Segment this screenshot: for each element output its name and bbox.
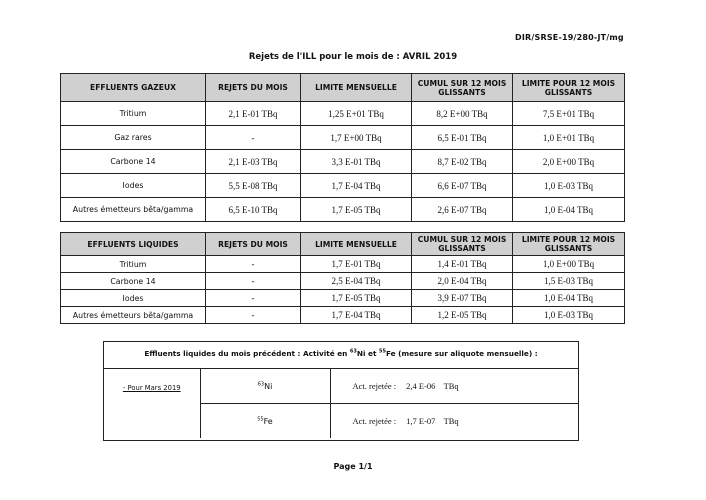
- table-row: [61, 273, 625, 290]
- effluent-label: Tritium: [61, 102, 206, 126]
- page-number: Page 1/1: [333, 462, 373, 471]
- fe-isotope: [200, 404, 330, 439]
- liquid-effluents-table: [60, 232, 625, 324]
- rolling-12-month-limit: 1,5 E-03 TBq: [513, 273, 625, 290]
- monthly-release: -: [206, 256, 301, 273]
- effluent-label: Carbone 14: [61, 273, 206, 290]
- rolling-12-month-limit: 7,5 E+01 TBq: [513, 102, 625, 126]
- monthly-limit: 1,7 E-01 TBq: [301, 256, 412, 273]
- rolling-12-month-total: 3,9 E-07 TBq: [412, 290, 513, 307]
- monthly-release: -: [206, 290, 301, 307]
- column-header: CUMUL SUR 12 MOIS GLISSANTS: [412, 233, 513, 256]
- rolling-12-month-total: 2,0 E-04 TBq: [412, 273, 513, 290]
- table-row: [61, 174, 625, 198]
- ni-symbol: Ni: [264, 381, 273, 391]
- effluent-label: Gaz rares: [61, 126, 206, 150]
- monthly-release: 2,1 E-03 TBq: [206, 150, 301, 174]
- table-row: [104, 369, 578, 404]
- column-header: EFFLUENTS LIQUIDES: [61, 233, 206, 256]
- table-row: [61, 150, 625, 174]
- effluent-label: Autres émetteurs bêta/gamma: [61, 307, 206, 324]
- period-label: [104, 369, 200, 439]
- ni-mass-number: 63: [257, 380, 265, 387]
- table-row: [61, 198, 625, 222]
- table-row: [61, 290, 625, 307]
- title-conjunction: et: [365, 349, 379, 358]
- activity-label: Act. rejetée :: [352, 416, 397, 426]
- rolling-12-month-total: 6,5 E-01 TBq: [412, 126, 513, 150]
- monthly-release: -: [206, 126, 301, 150]
- column-header: REJETS DU MOIS: [206, 233, 301, 256]
- fe-mass-number: 55: [379, 348, 386, 355]
- previous-month-box: [103, 341, 579, 441]
- monthly-limit: 1,7 E+00 TBq: [301, 126, 412, 150]
- rolling-12-month-limit: 1,0 E+01 TBq: [513, 126, 625, 150]
- rolling-12-month-limit: 1,0 E-03 TBq: [513, 307, 625, 324]
- monthly-release: -: [206, 273, 301, 290]
- monthly-release: 5,5 E-08 TBq: [206, 174, 301, 198]
- column-header: REJETS DU MOIS: [206, 74, 301, 102]
- rolling-12-month-total: 8,2 E+00 TBq: [412, 102, 513, 126]
- ni-mass-number: 63: [349, 348, 357, 355]
- activity-unit: TBq: [443, 416, 459, 426]
- monthly-release: 2,1 E-01 TBq: [206, 102, 301, 126]
- monthly-limit: 3,3 E-01 TBq: [301, 150, 412, 174]
- document-reference: DIR/SRSE-19/280-JT/mg: [515, 33, 624, 42]
- table-row: [61, 126, 625, 150]
- rolling-12-month-limit: 2,0 E+00 TBq: [513, 150, 625, 174]
- effluent-label: Iodes: [61, 174, 206, 198]
- column-header: LIMITE POUR 12 MOIS GLISSANTS: [513, 233, 625, 256]
- monthly-limit: 2,5 E-04 TBq: [301, 273, 412, 290]
- fe-activity-value: 1,7 E-07: [406, 416, 436, 426]
- monthly-limit: 1,7 E-04 TBq: [301, 174, 412, 198]
- monthly-limit: 1,7 E-05 TBq: [301, 198, 412, 222]
- column-header: LIMITE MENSUELLE: [301, 233, 412, 256]
- rolling-12-month-total: 8,7 E-02 TBq: [412, 150, 513, 174]
- ni-activity: [330, 369, 578, 404]
- activity-label: Act. rejetée :: [352, 381, 397, 391]
- activity-unit: TBq: [443, 381, 459, 391]
- fe-mass-number: 55: [257, 415, 264, 422]
- column-header: LIMITE MENSUELLE: [301, 74, 412, 102]
- fe-symbol: Fe: [263, 416, 273, 426]
- rolling-12-month-total: 1,4 E-01 TBq: [412, 256, 513, 273]
- column-header: EFFLUENTS GAZEUX: [61, 74, 206, 102]
- ni-activity-value: 2,4 E-06: [406, 381, 436, 391]
- gaseous-effluents-table: [60, 73, 625, 222]
- ni-isotope: [200, 369, 330, 404]
- title-suffix: (mesure sur aliquote mensuelle) :: [395, 349, 538, 358]
- rolling-12-month-limit: 1,0 E-04 TBq: [513, 290, 625, 307]
- previous-month-table: [104, 368, 578, 438]
- rolling-12-month-total: 2,6 E-07 TBq: [412, 198, 513, 222]
- previous-month-title: [104, 349, 578, 358]
- effluent-label: Tritium: [61, 256, 206, 273]
- monthly-release: 6,5 E-10 TBq: [206, 198, 301, 222]
- monthly-limit: 1,25 E+01 TBq: [301, 102, 412, 126]
- monthly-limit: 1,7 E-05 TBq: [301, 290, 412, 307]
- rolling-12-month-total: 1,2 E-05 TBq: [412, 307, 513, 324]
- fe-activity: [330, 404, 578, 439]
- period-text: - Pour Mars 2019: [122, 383, 181, 392]
- column-header: LIMITE POUR 12 MOIS GLISSANTS: [513, 74, 625, 102]
- rolling-12-month-limit: 1,0 E+00 TBq: [513, 256, 625, 273]
- monthly-limit: 1,7 E-04 TBq: [301, 307, 412, 324]
- effluent-label: Iodes: [61, 290, 206, 307]
- table-header-row: [61, 233, 625, 256]
- column-header: CUMUL SUR 12 MOIS GLISSANTS: [412, 74, 513, 102]
- rolling-12-month-limit: 1,0 E-04 TBq: [513, 198, 625, 222]
- table-row: [61, 102, 625, 126]
- rolling-12-month-limit: 1,0 E-03 TBq: [513, 174, 625, 198]
- effluent-label: Autres émetteurs bêta/gamma: [61, 198, 206, 222]
- page-title: Rejets de l'ILL pour le mois de : AVRIL 2019: [248, 52, 458, 62]
- monthly-release: -: [206, 307, 301, 324]
- rolling-12-month-total: 6,6 E-07 TBq: [412, 174, 513, 198]
- table-row: [61, 307, 625, 324]
- title-prefix: Effluents liquides du mois précédent : Activité en: [144, 349, 350, 358]
- effluent-label: Carbone 14: [61, 150, 206, 174]
- fe-symbol: Fe: [385, 349, 396, 358]
- table-row: [61, 256, 625, 273]
- ni-symbol: Ni: [356, 349, 366, 358]
- table-header-row: [61, 74, 625, 102]
